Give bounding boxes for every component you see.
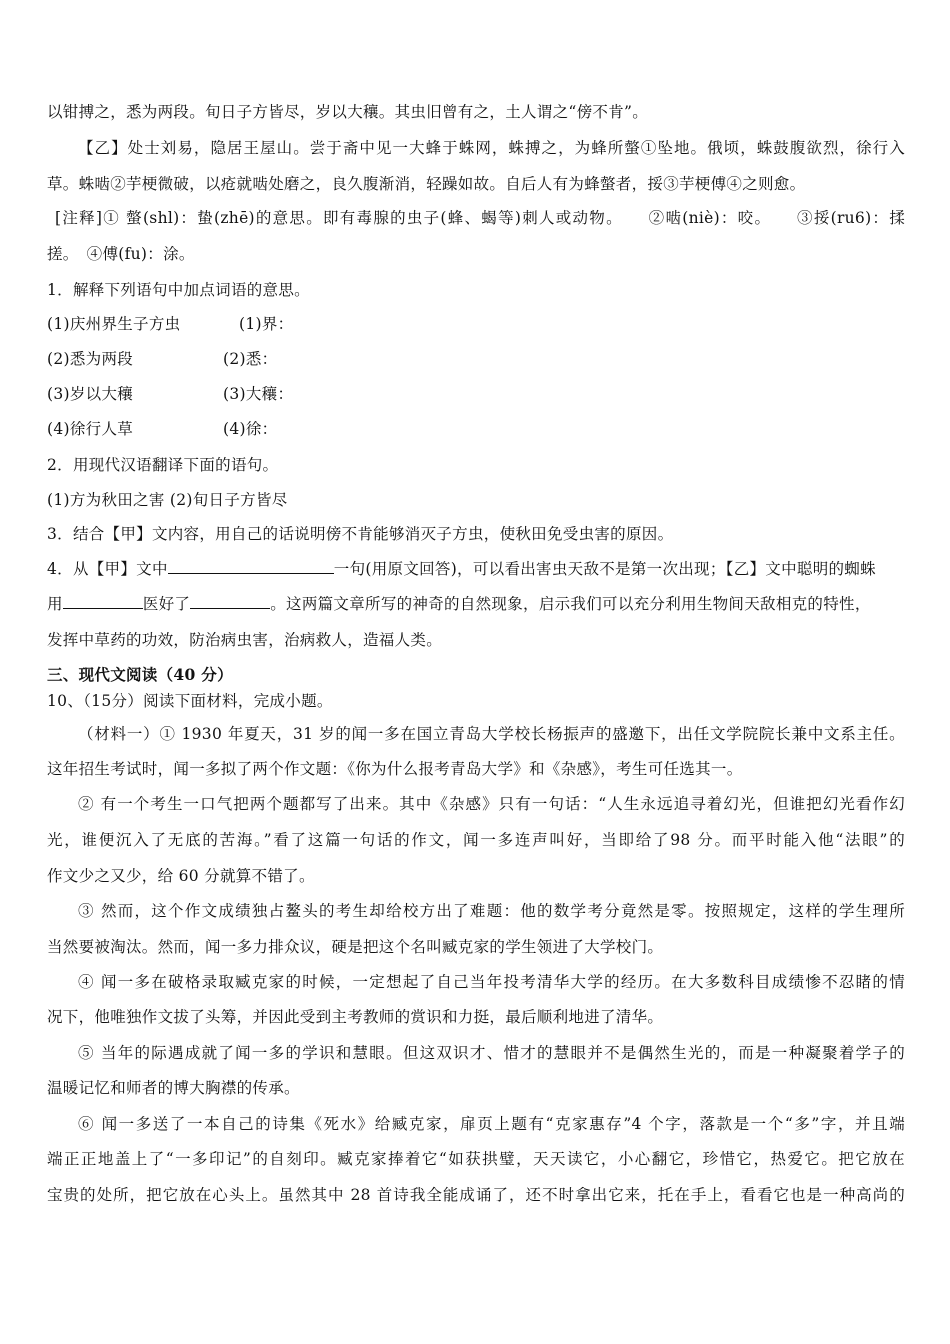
material-line-10: ⑤ 当年的际遇成就了闻一多的学识和慧眼。但这双识才、惜才的慧眼并不是偶然生光的，而是一种凝聚着学子的	[78, 1044, 905, 1062]
answer-blank[interactable]	[168, 559, 334, 574]
material-line-4: 光，谁便沉入了无底的苦海。”看了这篇一句话的作文，闻一多连声叫好，当即给了98 分。而平时能入他“法眼”的	[47, 831, 905, 849]
passage-jia-tail: 以钳搏之，悉为两段。旬日子方皆尽，岁以大穰。其虫旧曾有之，土人谓之“傍不肯”。	[47, 103, 649, 121]
q4-part-5: 。这两篇文章所写的神奇的自然现象，启示我们可以充分利用生物间天敌相克的特性，	[270, 595, 871, 613]
notes-line-1: [注释]① 螫(shl)：蛰(zhē)的意思。即有毒腺的虫子(蜂、蝎等)刺人或动物。 ②啮(niè)：咬。 ③挼(ru6)：揉	[55, 209, 905, 227]
question-2-items: (1)方为秋田之害 (2)旬日子方皆尽	[47, 491, 288, 509]
material-line-1: （材料一）① 1930 年夏天，31 岁的闻一多在国立青岛大学校长杨振声的盛邀下，出任文学院院长兼中文系主任。	[78, 725, 905, 743]
item-phrase: (2)悉为两段	[47, 350, 134, 368]
q4-part-4: 医好了	[142, 595, 191, 613]
material-line-7: 当然要被淘汰。然而，闻一多力排众议，硬是把这个名叫臧克家的学生领进了大学校门。	[47, 938, 664, 956]
material-line-2: 这年招生考试时，闻一多拟了两个作文题：《你为什么报考青岛大学》和《杂感》，考生可任选其一。	[47, 760, 743, 778]
item-answer: (2)悉：	[223, 350, 278, 368]
question-1-item-3	[47, 382, 293, 404]
material-line-12: ⑥ 闻一多送了一本自己的诗集《死水》给臧克家，扉页上题有“克家惠存”4 个字，落款是一个“多”字，并且端	[78, 1115, 905, 1133]
item-answer: (1)界：	[239, 315, 294, 333]
question-4-line-3: 发挥中草药的功效，防治病虫害，治病救人，造福人类。	[47, 631, 443, 649]
passage-yi-line-1: 【乙】处士刘易，隐居王屋山。尝于斋中见一大蜂于蛛网，蛛搏之，为蜂所螫①坠地。俄顷，蛛鼓腹欲烈，徐行入	[78, 139, 905, 157]
q4-part-1: 4．从【甲】文中	[47, 560, 168, 578]
question-3: 3．结合【甲】文内容，用自己的话说明傍不肯能够消灭子方虫，使秋田免受虫害的原因。	[47, 525, 674, 543]
material-line-11: 温暖记忆和师者的博大胸襟的传承。	[47, 1079, 300, 1097]
item-phrase: (3)岁以大穰	[47, 385, 134, 403]
question-1-prompt: 1．解释下列语句中加点词语的意思。	[47, 281, 310, 299]
material-line-9: 况下，他唯独作文拔了头筹，并因此受到主考教师的赏识和力挺，最后顺利地进了清华。	[47, 1008, 664, 1026]
passage-yi-line-2: 草。蛛啮②芋梗微破，以疮就啮处磨之，良久腹渐消，轻躁如故。自后人有为蜂螫者，挼③芋梗傅④之则愈。	[47, 175, 806, 193]
q4-part-2: 一句(用原文回答)，可以看出害虫天敌不是第一次出现；【乙】文中聪明的蜘蛛	[333, 560, 876, 578]
material-line-6: ③ 然而，这个作文成绩独占鳌头的考生却给校方出了难题：他的数学考分竟然是零。按照规定，这样的学生理所	[78, 902, 905, 920]
question-1-item-4	[47, 417, 277, 439]
q4-part-3: 用	[47, 595, 63, 613]
material-line-8: ④ 闻一多在破格录取臧克家的时候，一定想起了自己当年投考清华大学的经历。在大多数科目成绩惨不忍睹的情	[78, 973, 905, 991]
question-10-prompt: 10、（15分）阅读下面材料，完成小题。	[47, 692, 333, 710]
material-line-3: ② 有一个考生一口气把两个题都写了出来。其中《杂感》只有一句话：“人生永远追寻着幻光，但谁把幻光看作幻	[78, 795, 905, 813]
section-3-title: 三、现代文阅读（40 分）	[47, 665, 233, 684]
material-line-14: 宝贵的处所，把它放在心头上。虽然其中 28 首诗我全能成诵了，还不时拿出它来，托在手上，看看它也是一种高尚的	[47, 1186, 905, 1204]
question-4-line-2	[47, 592, 871, 614]
item-phrase: (4)徐行人草	[47, 420, 134, 438]
notes-line-2: 搓。 ④傅(fu)：涂。	[47, 245, 195, 263]
question-1-item-2	[47, 347, 277, 369]
item-answer: (3)大穰：	[223, 385, 294, 403]
answer-blank[interactable]	[190, 594, 270, 609]
item-phrase: (1)庆州界生子方虫	[47, 315, 181, 333]
material-line-5: 作文少之又少，给 60 分就算不错了。	[47, 867, 315, 885]
question-2-prompt: 2．用现代汉语翻译下面的语句。	[47, 456, 279, 474]
material-line-13: 端正正地盖上了“一多印记”的自刻印。臧克家捧着它“如获拱璧，天天读它，小心翻它，珍惜它，热爱它。把它放在	[47, 1150, 905, 1168]
answer-blank[interactable]	[63, 594, 143, 609]
item-answer: (4)徐：	[223, 420, 278, 438]
question-4-line-1	[47, 557, 876, 579]
question-1-item-1	[47, 312, 293, 334]
